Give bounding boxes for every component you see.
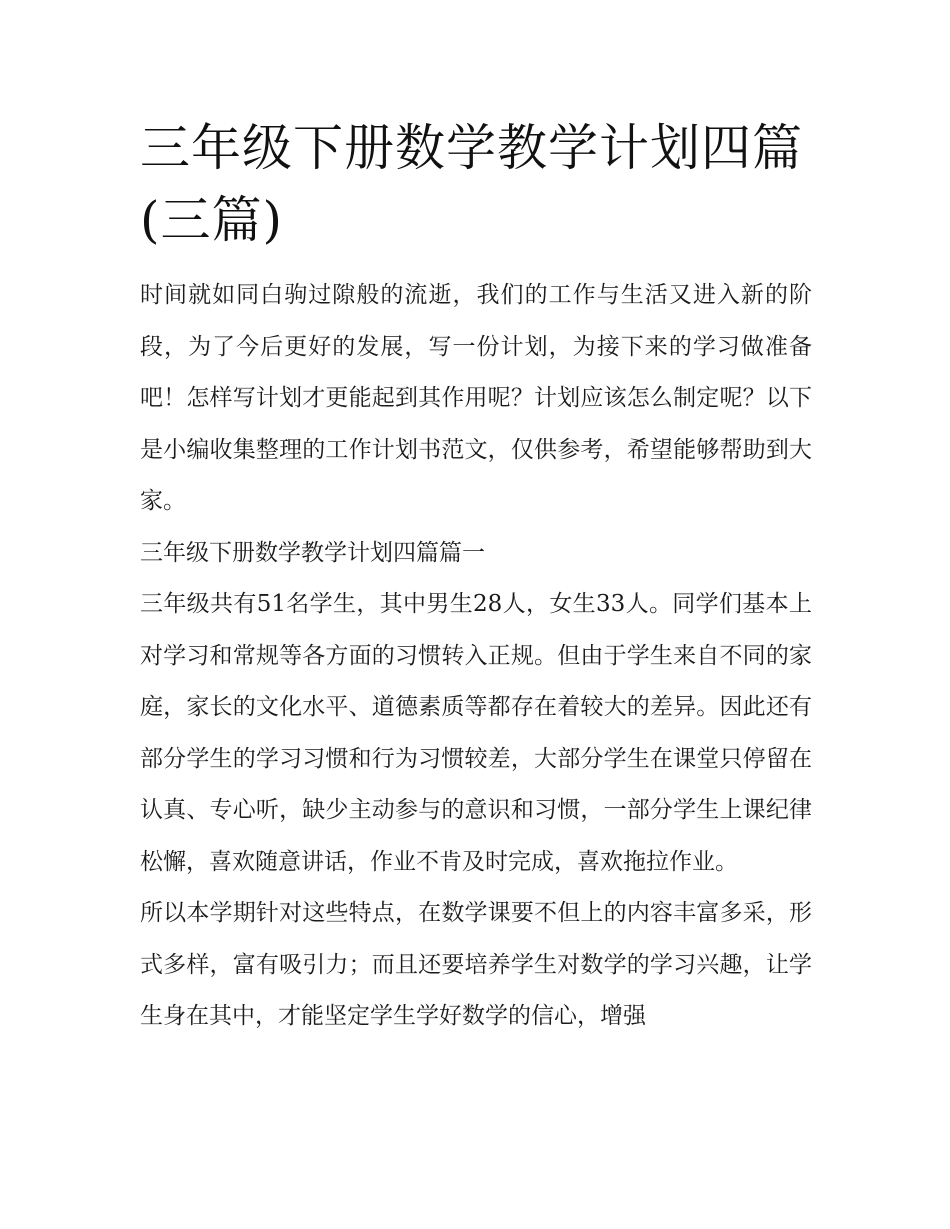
document-title: 三年级下册数学教学计划四篇(三篇) bbox=[140, 119, 803, 249]
intro-paragraph: 时间就如同白驹过隙般的流逝，我们的工作与生活又进入新的阶段，为了今后更好的发展，写一份计划，为接下来的学习做准备吧！怎样写计划才更能起到其作用呢？计划应该怎么制定呢？以下是小编收集整理的工作计划书范文，仅供参考，希望能够帮助到大家。 bbox=[140, 282, 812, 514]
student-situation-paragraph: 三年级共有51名学生，其中男生28人，女生33人。同学们基本上对学习和常规等各方面的习惯转入正规。但由于学生来自不同的家庭，家长的文化水平、道德素质等都存在着较大的差异。因此还有部分学生的学习习惯和行为习惯较差，大部分学生在课堂只停留在认真、专心听，缺少主动参与的意识和习惯，一部分学生上课纪律松懈，喜欢随意讲话，作业不肯及时完成，喜欢拖拉作业。 bbox=[140, 591, 812, 875]
teaching-approach-paragraph: 所以本学期针对这些特点，在数学课要不但上的内容丰富多采，形式多样，富有吸引力；而且还要培养学生对数学的学习兴趣，让学生身在其中，才能坚定学生学好数学的信心，增强 bbox=[140, 900, 812, 1029]
section-heading: 三年级下册数学教学计划四篇篇一 bbox=[140, 539, 485, 566]
document-page bbox=[140, 112, 812, 1043]
